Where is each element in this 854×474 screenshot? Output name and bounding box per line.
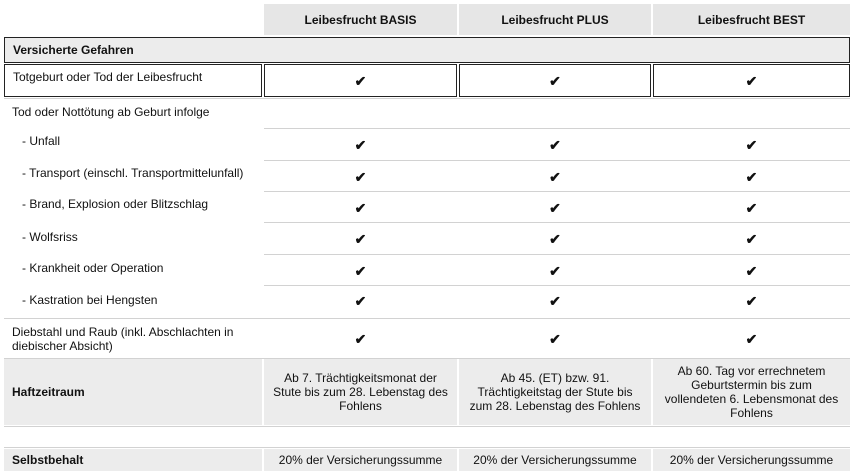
row-divider [264, 254, 850, 255]
kastration-basis-cell [264, 286, 457, 316]
check-icon: ✔ [354, 72, 367, 89]
row-label-wolfsriss: - Wolfsriss [22, 230, 78, 244]
row-label-unfall: - Unfall [22, 134, 61, 148]
totgeburt-plus-cell [459, 64, 651, 97]
row-divider [264, 285, 850, 286]
column-header-basis: Leibesfrucht BASIS [264, 4, 457, 35]
kastration-best-cell [653, 286, 850, 316]
row-label-kastration: - Kastration bei Hengsten [22, 293, 158, 307]
row-label-diebstahl: Diebstahl und Raub (inkl. Abschlachten in diebischer Absicht) [12, 325, 234, 353]
check-icon: ✔ [745, 200, 758, 216]
transport-plus-cell [459, 162, 651, 192]
krankheit-plus-cell [459, 256, 651, 286]
check-icon: ✔ [549, 231, 561, 247]
row-divider [264, 160, 850, 161]
check-icon: ✔ [745, 169, 758, 185]
check-icon: ✔ [354, 331, 367, 347]
krankheit-basis-cell [264, 256, 457, 286]
row-label-krankheit: - Krankheit oder Operation [22, 261, 164, 275]
check-icon: ✔ [354, 293, 367, 309]
check-icon: ✔ [745, 72, 758, 89]
row-divider [264, 222, 850, 223]
check-icon: ✔ [549, 263, 561, 279]
totgeburt-basis-cell [264, 64, 457, 97]
check-icon: ✔ [354, 137, 367, 153]
column-header-best: Leibesfrucht BEST [653, 4, 850, 35]
row-label-tod: Tod oder Nottötung ab Geburt infolge [12, 105, 210, 119]
check-icon: ✔ [745, 293, 758, 309]
check-icon: ✔ [549, 72, 561, 89]
check-icon: ✔ [549, 331, 561, 347]
check-icon: ✔ [745, 231, 758, 247]
check-icon: ✔ [354, 169, 367, 185]
row-divider [4, 358, 850, 359]
transport-best-cell [653, 162, 850, 192]
check-icon: ✔ [549, 169, 561, 185]
brand-basis-cell [264, 193, 457, 223]
diebstahl-basis-cell [264, 321, 457, 357]
transport-basis-cell [264, 162, 457, 192]
wolfsriss-basis-cell [264, 224, 457, 254]
haftzeitraum-basis: Ab 7. Trächtigkeitsmonat der Stute bis zum 28. Lebenstag des Fohlens [264, 359, 457, 425]
totgeburt-best-cell [653, 64, 850, 97]
row-label-brand: - Brand, Explosion oder Blitzschlag [22, 197, 209, 211]
row-divider [4, 447, 850, 448]
row-divider [4, 98, 850, 99]
check-icon: ✔ [745, 331, 758, 347]
kastration-plus-cell [459, 286, 651, 316]
row-label-transport: - Transport (einschl. Transportmittelunfall) [22, 166, 244, 180]
check-icon: ✔ [745, 137, 758, 153]
selbstbehalt-plus: 20% der Versicherungssumme [459, 449, 651, 471]
haftzeitraum-plus: Ab 45. (ET) bzw. 91. Trächtigkeitstag der Stute bis zum 28. Lebenstag des Fohlens [459, 359, 651, 425]
krankheit-best-cell [653, 256, 850, 286]
brand-best-cell [653, 193, 850, 223]
row-divider [264, 191, 850, 192]
check-icon: ✔ [354, 263, 367, 279]
check-icon: ✔ [354, 231, 367, 247]
haftzeitraum-label: Haftzeitraum [4, 359, 262, 425]
row-divider [4, 426, 850, 427]
column-header-plus: Leibesfrucht PLUS [459, 4, 651, 35]
row-divider [264, 128, 850, 129]
row-label-totgeburt: Totgeburt oder Tod der Leibesfrucht [4, 64, 262, 97]
selbstbehalt-basis: 20% der Versicherungssumme [264, 449, 457, 471]
wolfsriss-plus-cell [459, 224, 651, 254]
brand-plus-cell [459, 193, 651, 223]
check-icon: ✔ [745, 263, 758, 279]
check-icon: ✔ [549, 137, 561, 153]
unfall-best-cell [653, 130, 850, 160]
row-divider [4, 318, 850, 319]
unfall-plus-cell [459, 130, 651, 160]
haftzeitraum-best: Ab 60. Tag vor errechnetem Geburtstermin bis zum vollendeten 6. Lebensmonat des Fohlens [653, 359, 850, 425]
check-icon: ✔ [354, 200, 367, 216]
check-icon: ✔ [549, 293, 561, 309]
check-icon: ✔ [549, 200, 561, 216]
unfall-basis-cell [264, 130, 457, 160]
selbstbehalt-best: 20% der Versicherungssumme [653, 449, 850, 471]
wolfsriss-best-cell [653, 224, 850, 254]
diebstahl-plus-cell [459, 321, 651, 357]
section-title: Versicherte Gefahren [4, 37, 850, 63]
diebstahl-best-cell [653, 321, 850, 357]
selbstbehalt-label: Selbstbehalt [4, 449, 262, 471]
